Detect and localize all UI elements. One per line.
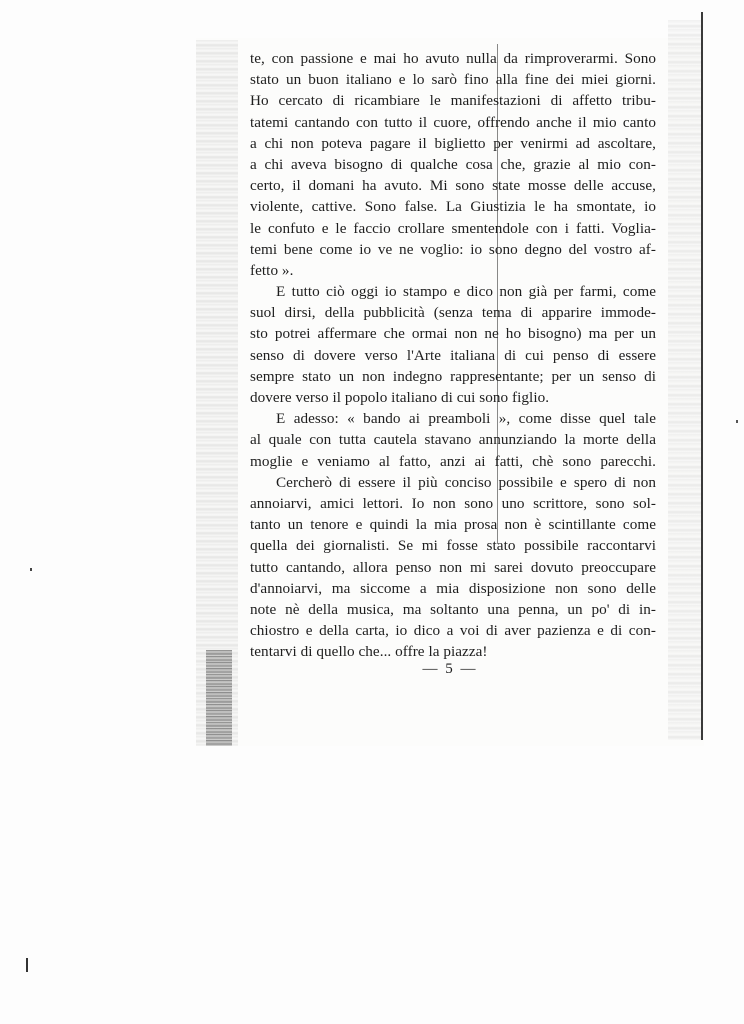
text-line: suol dirsi, della pubblicità (senza tema di apparire immode- <box>250 304 656 322</box>
text-line: a chi aveva bisogno di qualche cosa che, grazie al mio con- <box>250 155 656 173</box>
text-line: senso di dovere verso l'Arte italiana di cui penso di essere <box>250 346 656 364</box>
text-line: stato un buon italiano e lo sarò fino alla fine dei miei giorni. <box>250 71 656 89</box>
text-line: tatemi cantando con tutto il cuore, offrendo anche il mio canto <box>250 113 656 131</box>
text-line: E tutto ciò oggi io stampo e dico non già per farmi, come <box>276 283 656 301</box>
text-line: note nè della musica, ma soltanto una penna, un po' di in- <box>250 600 656 618</box>
text-line: d'annoiarvi, ma siccome a mia disposizione non sono delle <box>250 579 656 597</box>
text-line: sto potrei affermare che ormai non ne ho bisogno) ma per un <box>250 325 656 343</box>
text-line: moglie e veniamo al fatto, anzi ai fatti, chè sono parecchi. <box>250 452 656 470</box>
text-line: le confuto e le faccio crollare smentendole con i fatti. Voglia- <box>250 219 656 237</box>
paragraph <box>250 408 656 472</box>
text-line: fetto ». <box>250 261 294 279</box>
scan-mark <box>26 958 28 972</box>
page-number: — 5 — <box>422 661 478 677</box>
text-line: violente, cattive. Sono false. La Giustizia le ha smontate, io <box>250 198 656 216</box>
paragraph <box>250 472 656 663</box>
text-line: E adesso: « bando ai preamboli », come disse quel tale <box>276 410 656 428</box>
right-copy-shadow <box>668 20 702 740</box>
scan-mark <box>30 568 32 571</box>
text-line: sempre stato un non indegno rappresentante; per un senso di <box>250 367 656 385</box>
text-line: quella dei giornalisti. Se mi fosse stato possibile raccontarvi <box>250 537 656 555</box>
text-line: al quale con tutta cautela stavano annunziando la morte della <box>250 431 656 449</box>
scan-mark <box>736 420 738 423</box>
text-line: chiostro e della carta, io dico a voi di aver pazienza e di con- <box>250 622 656 640</box>
text-line: tutto cantando, allora penso non mi sarei dovuto preoccupare <box>250 558 656 576</box>
text-line: Cercherò di essere il più conciso possibile e spero di non <box>276 473 656 491</box>
left-copy-shadow <box>196 40 238 746</box>
page-edge-line <box>701 12 703 740</box>
text-line: annoiarvi, amici lettori. Io non sono uno scrittore, sono sol- <box>250 494 656 512</box>
text-line: tanto un tenore e quindi la mia prosa non è scintillante come <box>250 516 656 534</box>
text-line: a chi non poteva pagare il biglietto per venirmi ad ascoltare, <box>250 134 656 152</box>
scan-smudge <box>206 650 232 746</box>
text-line: certo, il domani ha avuto. Mi sono state mosse delle accuse, <box>250 177 656 195</box>
text-line: temi bene come io ve ne voglio: io sono degno del vostro af- <box>250 240 656 258</box>
text-line: te, con passione e mai ho avuto nulla da rimproverarmi. Sono <box>250 50 656 67</box>
paragraph <box>250 281 656 408</box>
text-line: dovere verso il popolo italiano di cui sono figlio. <box>250 389 550 406</box>
text-line: Ho cercato di ricambiare le manifestazioni di affetto tribu- <box>250 92 656 110</box>
paragraph <box>250 48 656 281</box>
body-text <box>250 48 656 662</box>
text-line: tentarvi di quello che... offre la piazza! <box>250 643 488 661</box>
